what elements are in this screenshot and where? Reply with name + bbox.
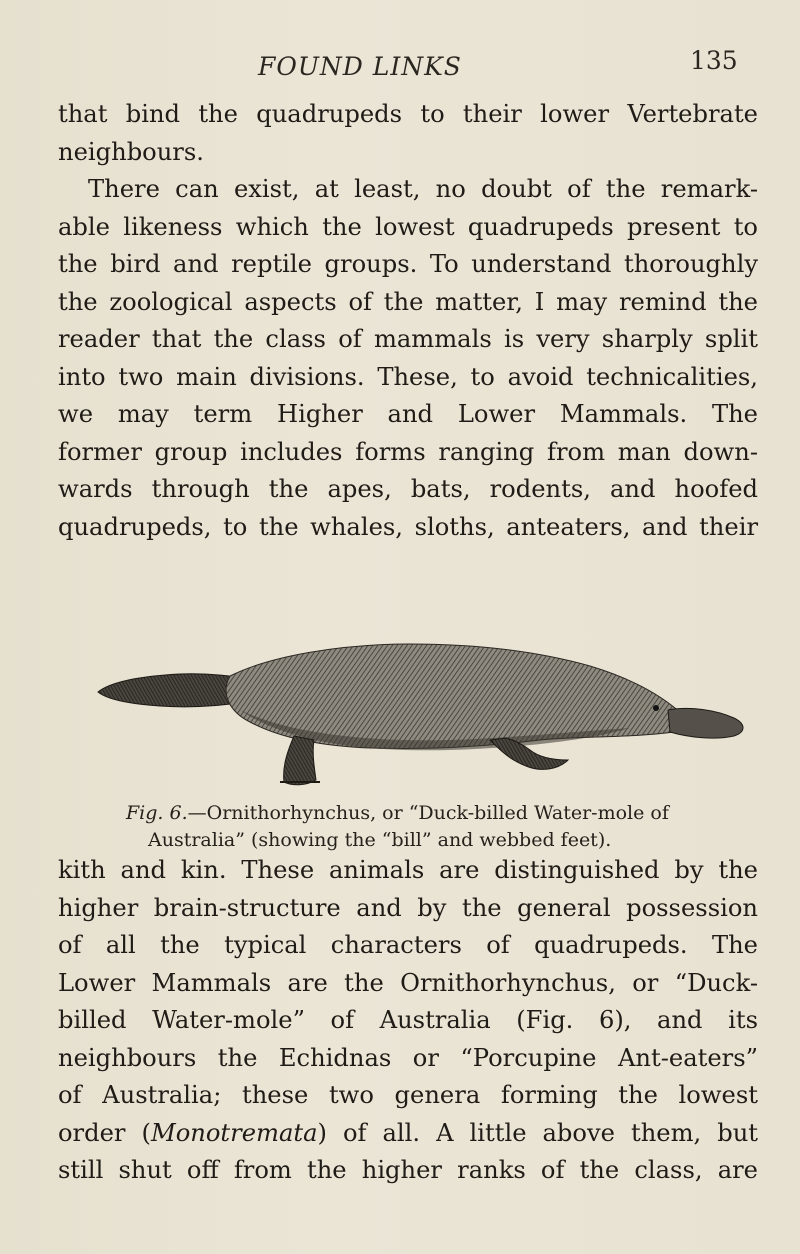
page-header — [0, 46, 800, 96]
text-line: the zoological aspects of the matter, I may remind the — [58, 287, 758, 316]
text-fragment: ) of all. A little above them, but — [317, 1118, 758, 1147]
text-line: reader that the class of mammals is very sharply split — [58, 325, 758, 353]
text-line: billed Water-mole” of Australia (Fig. 6), and its — [58, 1006, 758, 1034]
text-line: kith and kin. These animals are distinguished by the — [58, 856, 758, 884]
text-line: that bind the quadrupeds to their lower Vertebrate — [58, 100, 758, 128]
text-line: quadrupeds, to the whales, sloths, anteaters, and their — [58, 512, 758, 541]
italic-term: Monotremata — [150, 1118, 318, 1147]
platypus-drawing — [70, 610, 770, 800]
body-text-top — [58, 96, 758, 546]
text-line — [58, 1115, 758, 1153]
text-line: into two main divisions. These, to avoid technicalities, — [58, 362, 758, 391]
text-line: wards through the apes, bats, rodents, and hoofed — [58, 475, 758, 503]
caption-text: Australia” (showing the “bill” and webbed feet). — [148, 829, 612, 851]
figure-label: Fig. 6. — [126, 802, 188, 824]
text-line: we may term Higher and Lower Mammals. The — [58, 400, 758, 428]
page-number: 135 — [690, 46, 738, 75]
text-line: the bird and reptile groups. To understand thoroughly — [58, 250, 758, 278]
text-line: of Australia; these two genera forming the lowest — [58, 1081, 758, 1109]
text-line: Lower Mammals are the Ornithorhynchus, or “Duck- — [58, 968, 758, 997]
text-line: neighbours the Echidnas or “Porcupine Ant-eaters” — [58, 1043, 758, 1072]
text-line: able likeness which the lowest quadrupeds present to — [58, 212, 758, 241]
body-text-bottom — [58, 852, 758, 1190]
running-title: FOUND LINKS — [258, 52, 462, 81]
text-fragment: order ( — [58, 1118, 151, 1147]
text-line: higher brain-structure and by the general possession — [58, 893, 758, 922]
eye-icon — [653, 705, 659, 711]
text-line: former group includes forms ranging from man down- — [58, 437, 758, 466]
text-line: neighbours. — [58, 137, 204, 166]
text-line: still shut off from the higher ranks of the class, are — [58, 1156, 758, 1184]
text-line: There can exist, at least, no doubt of the remark- — [88, 175, 758, 203]
platypus-illustration — [70, 610, 770, 830]
text-line: of all the typical characters of quadrupeds. The — [58, 931, 758, 959]
caption-text: —Ornithorhynchus, or “Duck-billed Water-mole of — [187, 802, 669, 824]
figure-caption — [126, 800, 766, 854]
